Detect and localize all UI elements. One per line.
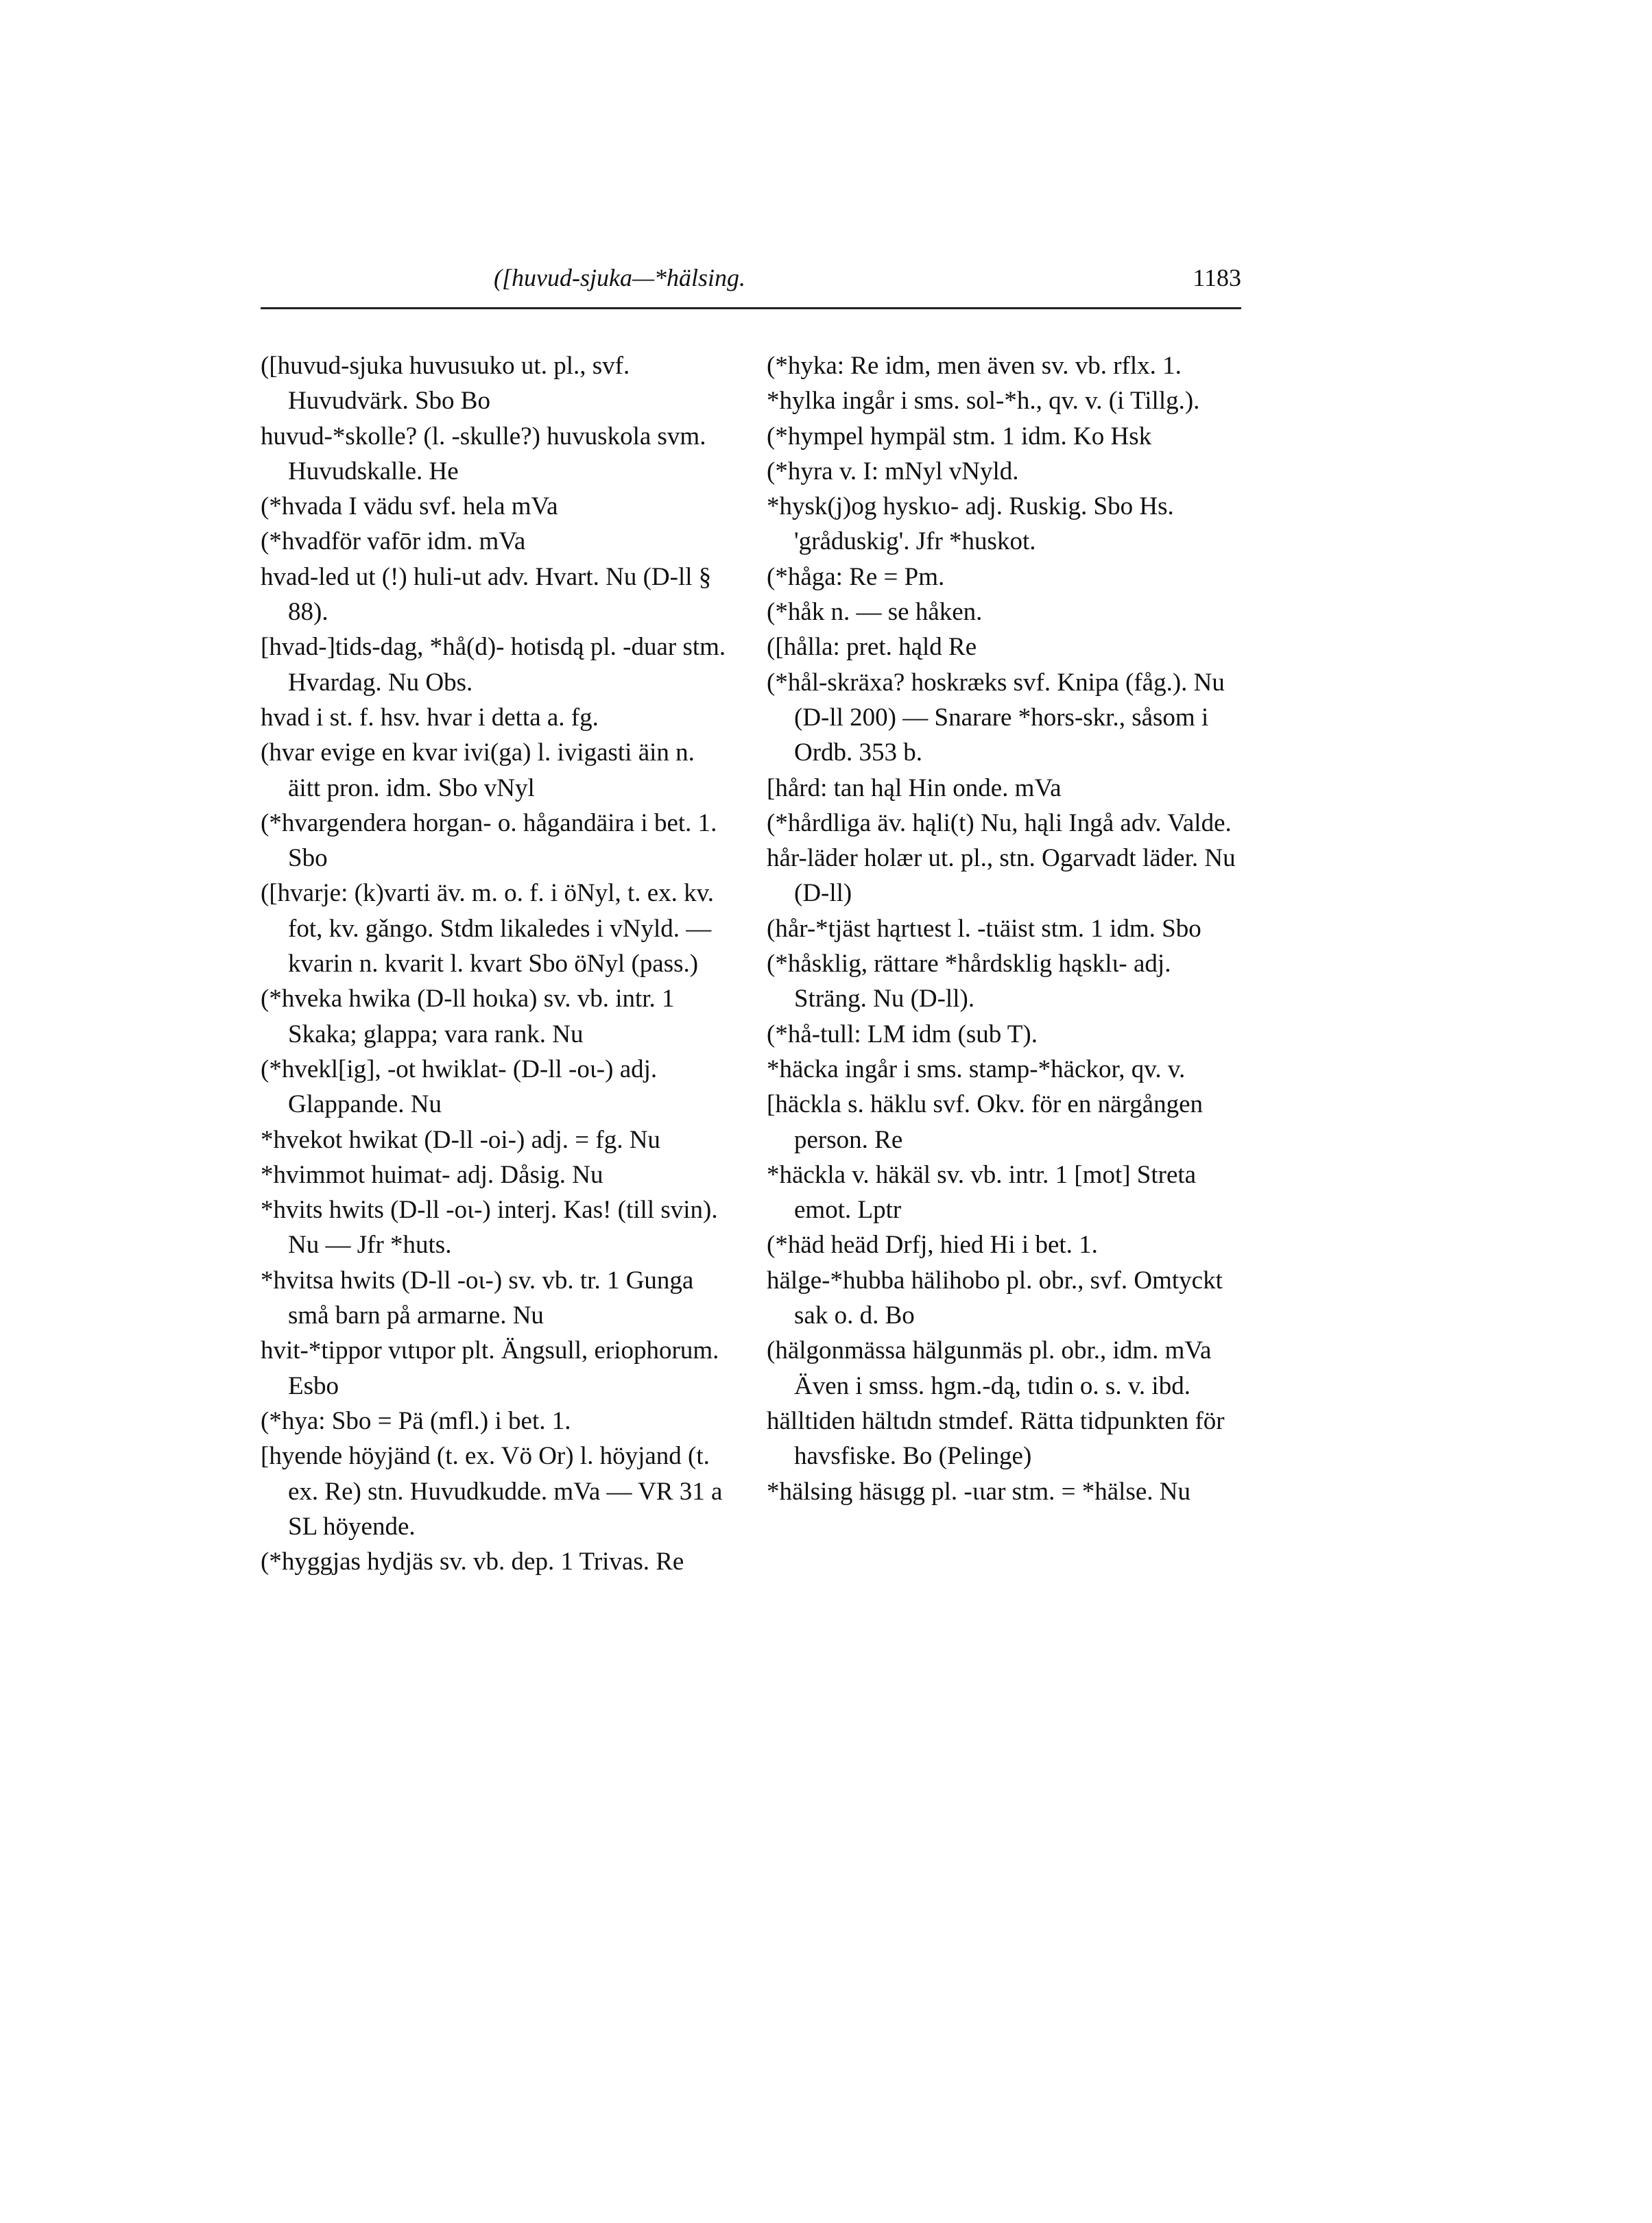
dictionary-entry: *hysk(j)og hyskɩo- adj. Ruskig. Sbo Hs. 'gråduskig'. Jfr *huskot. (767, 492, 1174, 556)
dictionary-entry: [hyende höyjänd (t. ex. Vö Or) l. höyjand (t. ex. Re) stn. Huvudkudde. mVa — VR 31 a SL höyende. (261, 1442, 723, 1541)
header-rule (261, 307, 1241, 309)
dictionary-entry: [hvad-]tids-dag, *hå(d)- hotisdą pl. -duar stm. Hvardag. Nu Obs. (261, 633, 726, 697)
dictionary-entry: (*hveka hwika (D-ll hoɩka) sv. vb. intr. 1 Skaka; glappa; vara rank. Nu (261, 985, 675, 1048)
dictionary-entry: hvad-led ut (!) huli-ut adv. Hvart. Nu (D-ll § 88). (261, 562, 712, 627)
dictionary-entry: (*håk n. — se håken. (767, 598, 983, 627)
dictionary-entry: *hälsing häsɩgg pl. -ɩɩar stm. = *hälse. Nu (767, 1477, 1190, 1506)
dictionary-entry: [häckla s. häklu svf. Okv. för en närgången person. Re (767, 1090, 1203, 1154)
dictionary-entry: (*hårdliga äv. hąli(t) Nu, hąli Ingå adv. Valde. (767, 808, 1232, 837)
dictionary-entry: *hvekot hwikat (D-ll -oi-) adj. = fg. Nu (261, 1125, 660, 1154)
dictionary-entry: hälge-*hubba hälihobo pl. obr., svf. Omtyckt sak o. d. Bo (767, 1266, 1223, 1330)
page-number: 1183 (1193, 264, 1241, 291)
dictionary-entry: (*hvekl[ig], -ot hwiklat- (D-ll -oɩ-) adj. Glappande. Nu (261, 1055, 658, 1119)
dictionary-entry: *häckla v. häkäl sv. vb. intr. 1 [mot] Streta emot. Lptr (767, 1160, 1197, 1225)
left-column (261, 348, 730, 1579)
dictionary-entry: *häcka ingår i sms. stamp-*häckor, qv. v. (767, 1055, 1186, 1083)
dictionary-entry: [hård: tan hąl Hin onde. mVa (767, 773, 1062, 802)
dictionary-entry: (*hvadför vafōr idm. mVa (261, 527, 526, 556)
dictionary-entry: ([hvarje: (k)varti äv. m. o. f. i öNyl, t. ex. kv. fot, kv. gǎngo. Stdm likaledes i vNyld. — kvarin n. kvarit l. kvart Sbo öNyl (pass.) (261, 879, 715, 978)
dictionary-entry: (*hål-skräxa? hoskræks svf. Knipa (fåg.). Nu (D-ll 200) — Snarare *hors-skr., såsom i Ordb. 353 b. (767, 668, 1225, 767)
dictionary-entry: hälltiden hältɩdn stmdef. Rätta tidpunkten för havsfiske. Bo (Pelinge) (767, 1406, 1225, 1471)
dictionary-entry: (*håga: Re = Pm. (767, 562, 945, 591)
dictionary-entry: (*håsklig, rättare *hårdsklig hąsklɩ- adj. Sträng. Nu (D-ll). (767, 950, 1171, 1013)
page-header (261, 263, 1241, 304)
dictionary-entry: huvud-*skolle? (l. -skulle?) huvuskola svm. Huvudskalle. He (261, 422, 706, 485)
dictionary-entry: hvit-*tippor vɩtɩpor plt. Ängsull, eriophorum. Esbo (261, 1336, 719, 1400)
dictionary-entry: (*hyra v. I: mNyl vNyld. (767, 457, 1019, 485)
dictionary-entry: *hvitsa hwits (D-ll -oɩ-) sv. vb. tr. 1 Gunga små barn på armarne. Nu (261, 1266, 694, 1330)
dictionary-entry: ([hålla: pret. hąld Re (767, 633, 977, 662)
dictionary-entry: (*häd heäd Drfj, hied Hi i bet. 1. (767, 1231, 1098, 1260)
dictionary-entry: (*hyka: Re idm, men även sv. vb. rflx. 1. (767, 352, 1182, 380)
dictionary-entry: hvad i st. f. hsv. hvar i detta a. fg. (261, 703, 599, 732)
dictionary-entry: (hår-*tjäst hąrtɩest l. -tɩäist stm. 1 idm. Sbo (767, 914, 1201, 943)
dictionary-entry: (hvar evige en kvar ivi(ga) l. ivigasti äin n. äitt pron. idm. Sbo vNyl (261, 738, 695, 802)
dictionary-entry: *hvimmot huimat- adj. Dåsig. Nu (261, 1160, 603, 1189)
dictionary-entry: ([huvud-sjuka huvusɩuko ut. pl., svf. Huvudvärk. Sbo Bo (261, 352, 630, 416)
dictionary-entry: *hylka ingår i sms. sol-*h., qv. v. (i Tillg.). (767, 387, 1200, 416)
dictionary-entry: (*hvargendera horgan- o. hågandäira i bet. 1. Sbo (261, 808, 717, 873)
dictionary-entry: hår-läder holær ut. pl., stn. Ogarvadt läder. Nu (D-ll) (767, 844, 1236, 908)
dictionary-entry: (*hyggjas hydjäs sv. vb. dep. 1 Trivas. Re (261, 1548, 684, 1576)
dictionary-entry: (*hå-tull: LM idm (sub T). (767, 1020, 1038, 1048)
dictionary-entry: (*hya: Sbo = Pä (mfl.) i bet. 1. (261, 1406, 571, 1435)
dictionary-entry: *hvits hwits (D-ll -oɩ-) interj. Kas! (till svin). Nu — Jfr *huts. (261, 1196, 718, 1260)
right-column (767, 348, 1236, 1509)
dictionary-entry: (*hympel hympäl stm. 1 idm. Ko Hsk (767, 422, 1152, 450)
dictionary-entry: (hälgonmässa hälgunmäs pl. obr., idm. mVa Även i smss. hgm.-dą, tɩdin o. s. v. ibd. (767, 1336, 1212, 1400)
running-head: ([huvud-sjuka—*hälsing. (494, 264, 745, 291)
dictionary-entry: (*hvada I vädu svf. hela mVa (261, 492, 558, 521)
